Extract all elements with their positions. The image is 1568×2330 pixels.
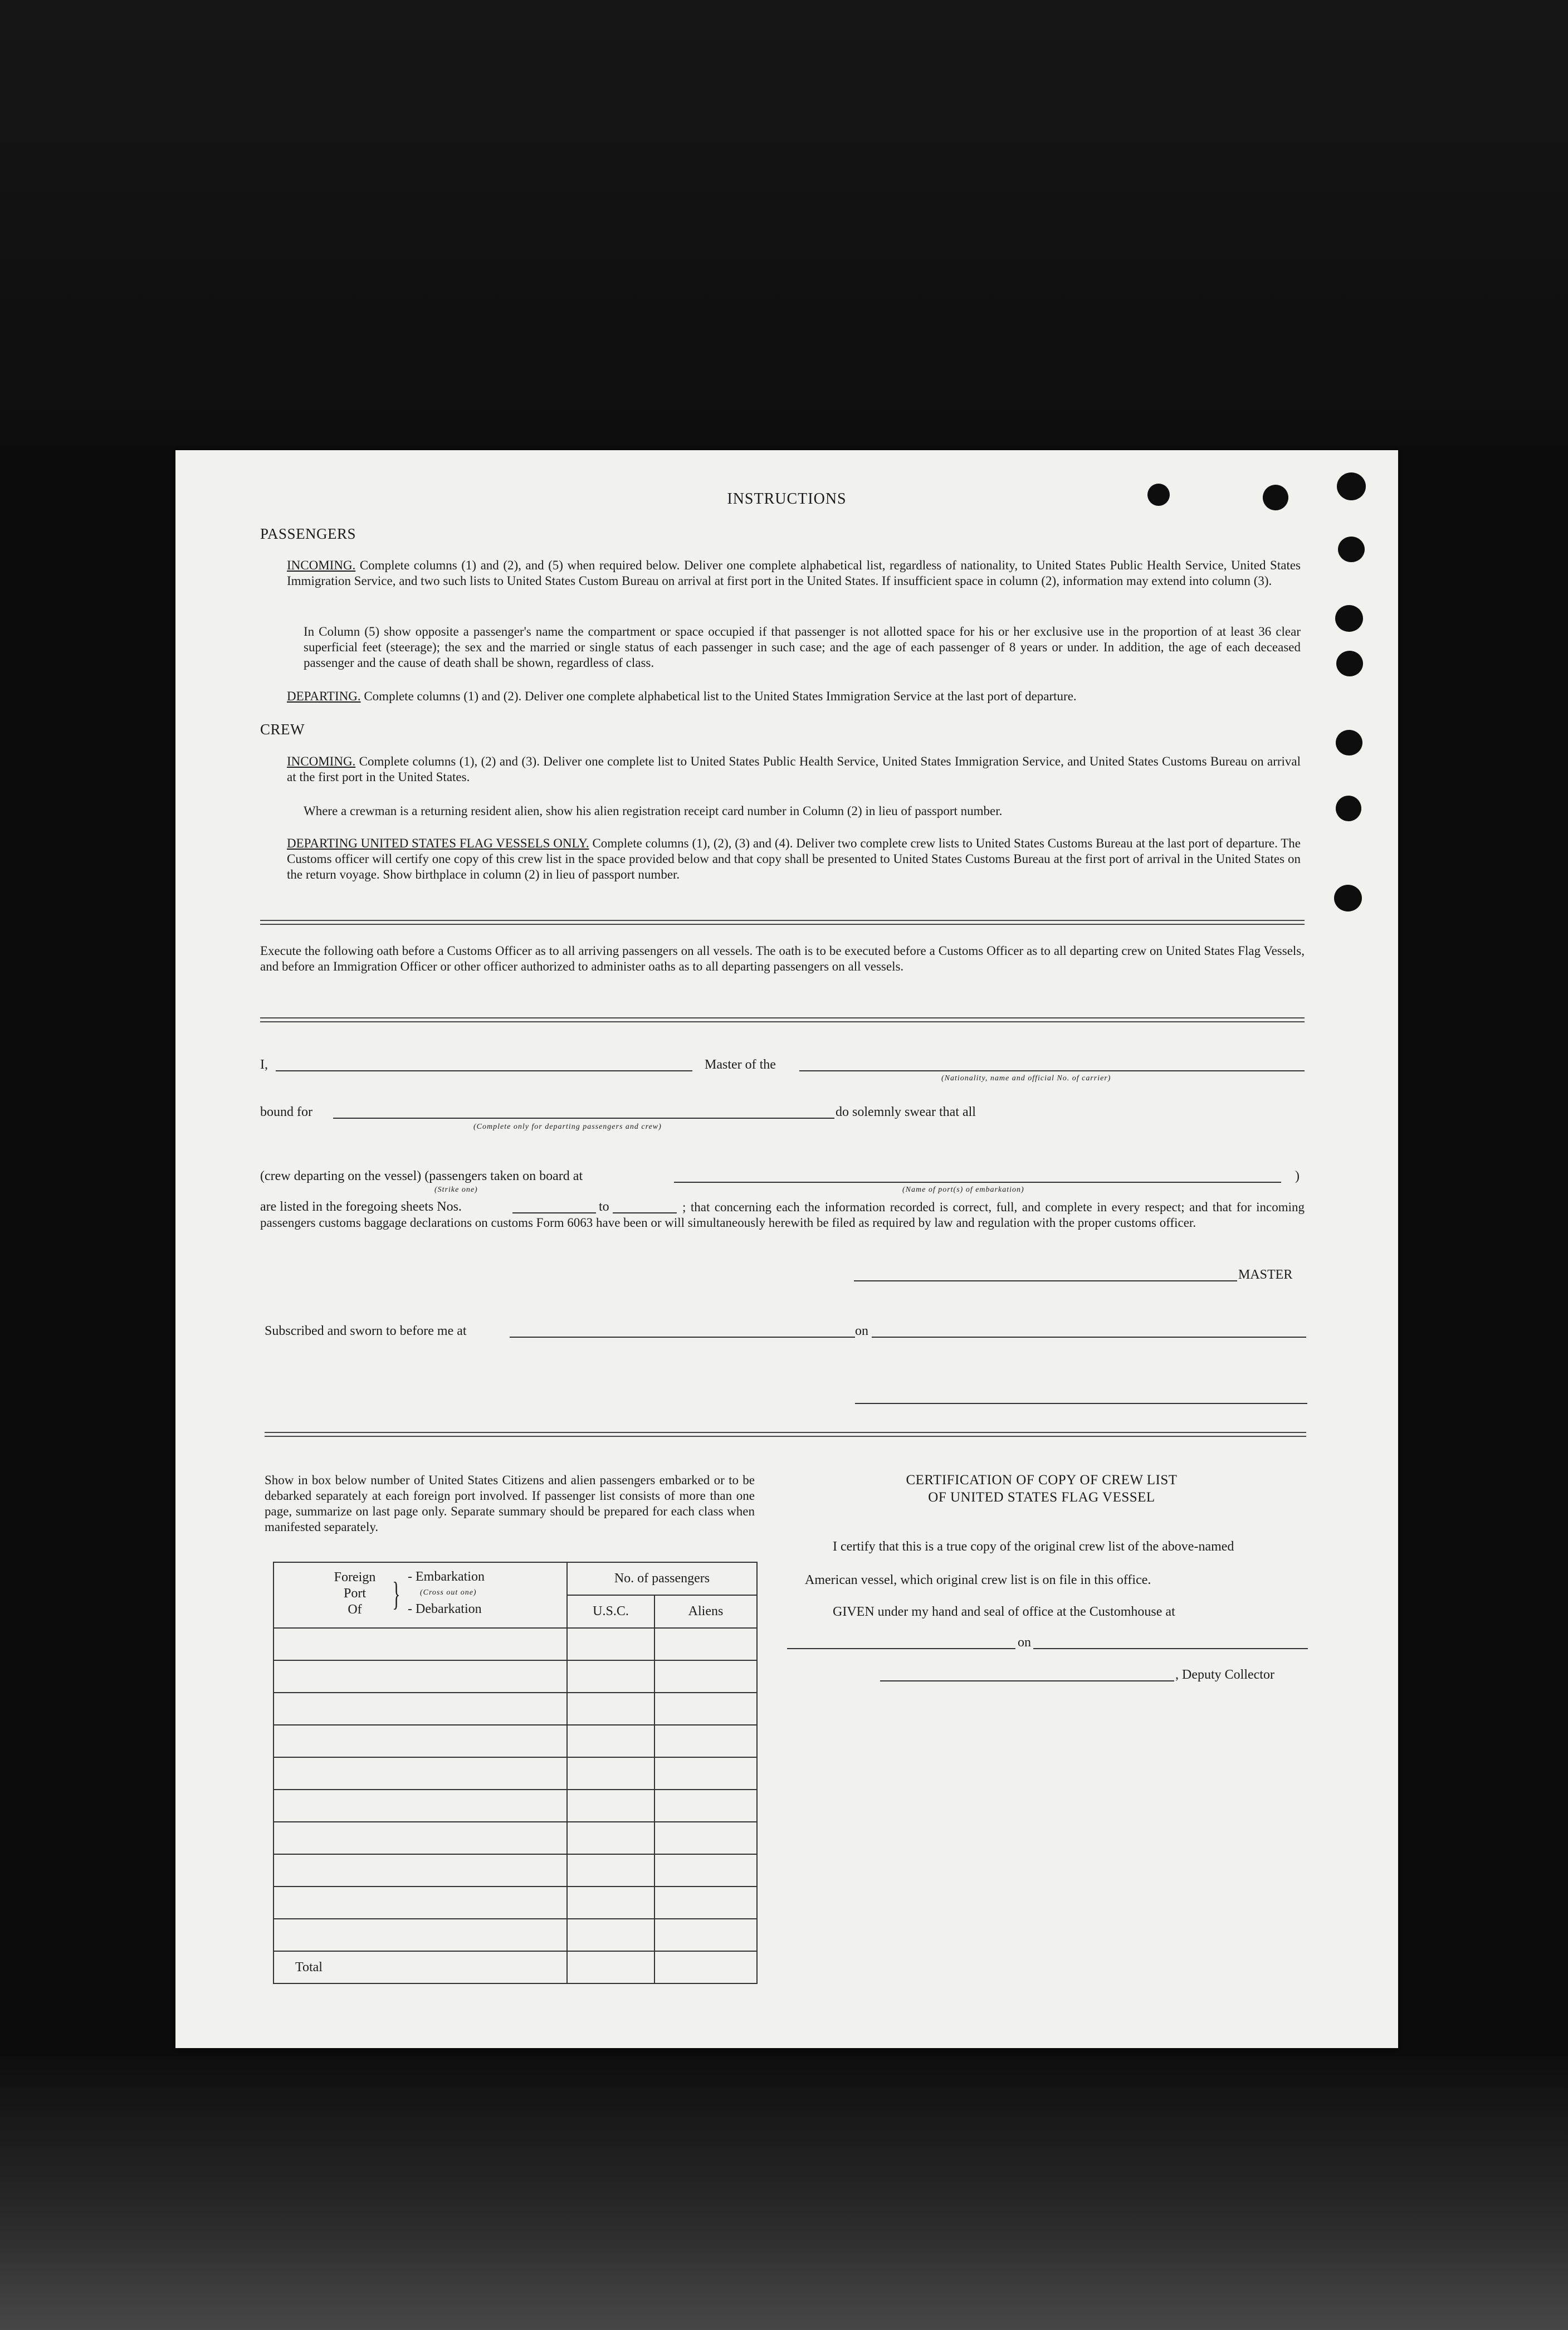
usc-cell[interactable] xyxy=(567,1628,654,1660)
aliens-cell[interactable] xyxy=(654,1887,757,1919)
port-cell[interactable] xyxy=(273,1919,567,1951)
bound-for-field[interactable] xyxy=(333,1118,834,1119)
punch-hole xyxy=(1336,796,1361,821)
table-row xyxy=(273,1822,757,1854)
aliens-cell[interactable] xyxy=(654,1693,757,1725)
passenger-summary-table xyxy=(273,1562,758,1984)
master-of-label: Master of the xyxy=(705,1057,776,1072)
table-row xyxy=(273,1693,757,1725)
carrier-field[interactable] xyxy=(799,1070,1305,1071)
usc-cell[interactable] xyxy=(567,1822,654,1854)
usc-cell[interactable] xyxy=(567,1854,654,1887)
double-rule xyxy=(265,1432,1306,1437)
aliens-cell[interactable] xyxy=(654,1757,757,1790)
listed-in-label: are listed in the foregoing sheets Nos. xyxy=(260,1200,462,1214)
incoming-label: INCOMING. xyxy=(287,558,356,572)
aliens-cell[interactable] xyxy=(654,1628,757,1660)
aliens-cell[interactable] xyxy=(654,1919,757,1951)
usc-total-cell[interactable] xyxy=(567,1951,654,1983)
carrier-hint: (Nationality, name and official No. of carrier) xyxy=(941,1074,1111,1083)
cert-on-label: on xyxy=(1018,1635,1031,1650)
total-row xyxy=(273,1951,757,1983)
aliens-total-cell[interactable] xyxy=(654,1951,757,1983)
master-name-field[interactable] xyxy=(276,1070,692,1071)
usc-cell[interactable] xyxy=(567,1757,654,1790)
sworn-on-label: on xyxy=(855,1324,868,1338)
passengers-incoming-paragraph xyxy=(287,558,1301,589)
usc-header: U.S.C. xyxy=(567,1595,654,1628)
aliens-cell[interactable] xyxy=(654,1822,757,1854)
oath-statement: ; that concerning each the information recorded is correct, full, and complete in every respect; and that for incoming passengers customs baggage declarations on customs Form 6063 have been or will simultaneously herewith be filed as required by law and regulation with the proper customs officer. xyxy=(260,1200,1305,1230)
port-cell[interactable] xyxy=(273,1757,567,1790)
crew-heading: CREW xyxy=(260,721,305,738)
crew-incoming-label: INCOMING. xyxy=(287,754,356,768)
punch-hole xyxy=(1334,885,1362,911)
double-rule xyxy=(260,1017,1305,1022)
passengers-heading: PASSENGERS xyxy=(260,525,356,542)
close-paren: ) xyxy=(1295,1169,1300,1183)
departing-label: DEPARTING. xyxy=(287,689,361,703)
cert-date-field[interactable] xyxy=(1033,1648,1308,1649)
to-label: to xyxy=(599,1200,609,1214)
cross-out-hint: (Cross out one) xyxy=(420,1588,477,1597)
crew-incoming-text: Complete columns (1), (2) and (3). Deliver one complete list to United States Public Health Service, United States Immigration Service, and United States Customs Bureau on arrival at the first port in the United States. xyxy=(287,754,1301,784)
usc-cell[interactable] xyxy=(567,1725,654,1757)
certification-title-1: CERTIFICATION OF COPY OF CREW LIST xyxy=(906,1473,1178,1488)
aliens-cell[interactable] xyxy=(654,1725,757,1757)
aliens-cell[interactable] xyxy=(654,1854,757,1887)
bound-for-label: bound for xyxy=(260,1105,312,1119)
departing-text: Complete columns (1) and (2). Deliver one complete alphabetical list to the United States Immigration Service at the last port of departure. xyxy=(364,689,1077,703)
punch-hole xyxy=(1336,651,1363,676)
instructions-title: INSTRUCTIONS xyxy=(727,490,847,508)
punch-hole xyxy=(1336,730,1362,755)
sworn-date-field[interactable] xyxy=(872,1337,1306,1338)
column5-paragraph: In Column (5) show opposite a passenger's name the compartment or space occupied if that passenger is not allotted space for his or her exclusive use in the proportion of at least 36 clear superficial feet (steerage); the sex and the married or single status of each passenger in such case; and the age of each passenger of 8 years or under. In addition, the age of each deceased passenger and the cause of death shall be shown, regardless of class. xyxy=(304,625,1301,670)
crew-departing-text: Complete columns (1), (2), (3) and (4). Deliver two complete crew lists to United States Customs Bureau at the last port of departure. The Customs officer will certify one copy of this crew list in the space provided below and that copy shall be presented to United States Customs Bureau at the first port of arrival in the United States on the return voyage. Show birthplace in column (2) in lieu of passport number. xyxy=(287,836,1301,881)
microfilm-top-border xyxy=(0,0,1568,446)
microfilm-bottom-border xyxy=(0,2056,1568,2330)
subscribed-label: Subscribed and sworn to before me at xyxy=(265,1324,467,1338)
foreign-label: Foreign xyxy=(334,1570,376,1585)
aliens-header: Aliens xyxy=(654,1595,757,1628)
crew-departing-label: DEPARTING UNITED STATES FLAG VESSELS ONLY. xyxy=(287,836,589,850)
table-row xyxy=(273,1887,757,1919)
no-of-passengers-header: No. of passengers xyxy=(567,1562,757,1595)
document-page xyxy=(175,450,1398,2048)
table-row xyxy=(273,1757,757,1790)
usc-cell[interactable] xyxy=(567,1693,654,1725)
port-label: Port xyxy=(343,1586,366,1601)
usc-cell[interactable] xyxy=(567,1660,654,1693)
table-row xyxy=(273,1660,757,1693)
of-label: Of xyxy=(348,1602,362,1617)
debarkation-label: - Debarkation xyxy=(408,1602,482,1616)
table-row xyxy=(273,1628,757,1660)
port-cell[interactable] xyxy=(273,1822,567,1854)
ports-hint: (Name of port(s) of embarkation) xyxy=(902,1186,1024,1194)
table-row xyxy=(273,1919,757,1951)
port-cell[interactable] xyxy=(273,1854,567,1887)
punch-hole xyxy=(1338,537,1365,562)
double-rule xyxy=(260,920,1305,925)
table-row xyxy=(273,1854,757,1887)
certification-line-1: I certify that this is a true copy of the original crew list of the above-named xyxy=(833,1539,1234,1554)
incoming-text: Complete columns (1) and (2), and (5) when required below. Deliver one complete alphabetical list, regardless of nationality, to United States Public Health Service, United States Immigration Service, and two such lists to United States Custom Bureau on arrival at first port in the United States. If insufficient space in column (2), information may extend into column (3). xyxy=(287,558,1301,588)
embarkation-ports-field[interactable] xyxy=(674,1182,1281,1183)
oath-intro: Execute the following oath before a Customs Officer as to all arriving passengers on all vessels. The oath is to be executed before a Customs Officer as to all departing crew on United States Flag Vessels, and before an Immigration Officer or other officer authorized to administer oaths as to all departing passengers on all vessels. xyxy=(260,944,1305,973)
resident-alien-paragraph: Where a crewman is a returning resident alien, show his alien registration receipt card number in Column (2) in lieu of passport number. xyxy=(304,804,1003,818)
port-cell[interactable] xyxy=(273,1628,567,1660)
sworn-place-field[interactable] xyxy=(510,1337,855,1338)
officer-signature-field[interactable] xyxy=(855,1403,1307,1404)
brace: } xyxy=(392,1576,400,1612)
master-label: MASTER xyxy=(1238,1268,1293,1282)
port-cell[interactable] xyxy=(273,1790,567,1822)
usc-cell[interactable] xyxy=(567,1790,654,1822)
port-cell[interactable] xyxy=(273,1693,567,1725)
table-row xyxy=(273,1725,757,1757)
total-label: Total xyxy=(273,1951,567,1983)
crew-incoming-paragraph xyxy=(287,754,1301,785)
strike-one-hint: (Strike one) xyxy=(434,1186,478,1194)
deputy-collector-label: , Deputy Collector xyxy=(1175,1668,1274,1682)
summary-intro: Show in box below number of United States Citizens and alien passengers embarked or to be debarked separately at each foreign port involved. If passenger list consists of more than one page, summarize on last page only. Separate summary should be prepared for each class when manifested separately. xyxy=(265,1473,755,1534)
port-cell[interactable] xyxy=(273,1887,567,1919)
bound-for-hint: (Complete only for departing passengers and crew) xyxy=(473,1123,662,1131)
port-header-cell xyxy=(273,1562,567,1628)
crew-passengers-text: (crew departing on the vessel) (passengers taken on board at xyxy=(260,1169,583,1183)
deputy-signature-field[interactable] xyxy=(880,1680,1174,1681)
passengers-departing-paragraph xyxy=(287,689,1301,704)
aliens-cell[interactable] xyxy=(654,1790,757,1822)
port-cell[interactable] xyxy=(273,1660,567,1693)
oath-i-label: I, xyxy=(260,1057,268,1072)
swear-text: do solemnly swear that all xyxy=(836,1105,976,1119)
certification-line-2: American vessel, which original crew list is on file in this office. xyxy=(805,1573,1151,1587)
given-line: GIVEN under my hand and seal of office at the Customhouse at xyxy=(833,1605,1175,1619)
punch-hole xyxy=(1335,605,1363,632)
port-cell[interactable] xyxy=(273,1725,567,1757)
table-row xyxy=(273,1790,757,1822)
master-signature-field[interactable] xyxy=(854,1280,1237,1281)
embarkation-label: - Embarkation xyxy=(408,1569,485,1584)
certification-title-2: OF UNITED STATES FLAG VESSEL xyxy=(928,1490,1155,1505)
usc-cell[interactable] xyxy=(567,1919,654,1951)
aliens-cell[interactable] xyxy=(654,1660,757,1693)
crew-departing-paragraph xyxy=(287,836,1301,883)
customhouse-field[interactable] xyxy=(787,1648,1015,1649)
usc-cell[interactable] xyxy=(567,1887,654,1919)
